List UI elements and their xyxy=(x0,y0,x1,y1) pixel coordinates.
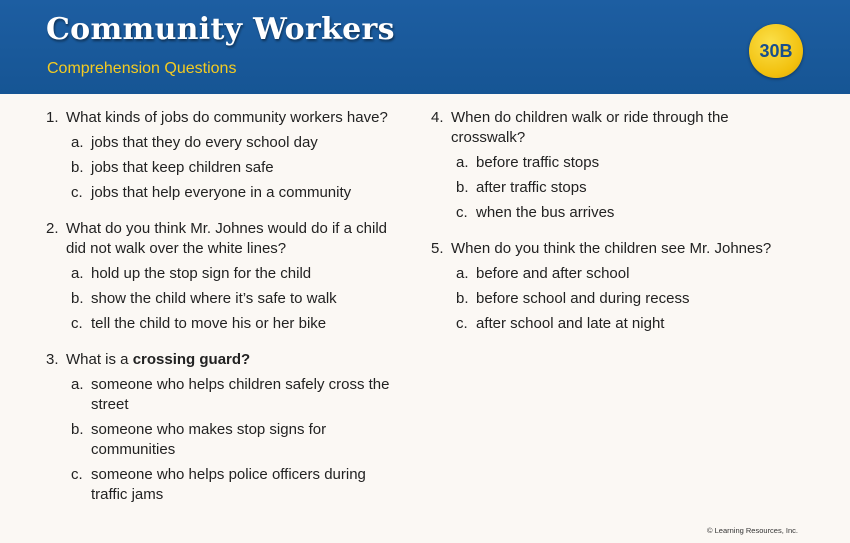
question-text: What do you think Mr. Johnes would do if a child did not walk over the white lines? xyxy=(66,220,388,257)
option-text: after traffic stops xyxy=(476,179,587,196)
option-letter: a. xyxy=(71,134,84,151)
option-letter: b. xyxy=(71,290,84,307)
answer-option xyxy=(456,153,801,173)
answer-option xyxy=(456,289,801,309)
answer-option xyxy=(456,203,801,223)
answer-option xyxy=(456,264,801,284)
option-letter: a. xyxy=(456,154,469,171)
option-text: someone who makes stop signs for communities xyxy=(91,421,327,458)
question-4 xyxy=(431,108,801,223)
answer-option xyxy=(71,420,406,460)
option-letter: b. xyxy=(456,179,469,196)
answer-option xyxy=(71,465,406,505)
answer-option xyxy=(456,178,801,198)
option-text: jobs that keep children safe xyxy=(91,159,274,176)
left-column xyxy=(46,108,406,521)
option-letter: c. xyxy=(71,466,83,483)
option-text: someone who helps children safely cross the street xyxy=(91,376,390,413)
option-text: jobs that they do every school day xyxy=(91,134,318,151)
card-number-badge xyxy=(749,24,803,78)
question-text: When do children walk or ride through the crosswalk? xyxy=(451,109,729,146)
question-number: 3. xyxy=(46,351,59,368)
answer-option xyxy=(71,264,406,284)
option-letter: c. xyxy=(71,184,83,201)
question-1 xyxy=(46,108,406,203)
option-text: before and after school xyxy=(476,265,630,282)
question-3 xyxy=(46,350,406,505)
badge-label: 30B xyxy=(759,40,793,61)
option-letter: c. xyxy=(71,315,83,332)
option-text: when the bus arrives xyxy=(476,204,615,221)
option-text: before school and during recess xyxy=(476,290,690,307)
card-subtitle: Comprehension Questions xyxy=(47,60,237,77)
answer-option xyxy=(71,158,406,178)
question-number: 5. xyxy=(431,240,444,257)
option-text: after school and late at night xyxy=(476,315,665,332)
option-text: tell the child to move his or her bike xyxy=(91,315,327,332)
answer-option xyxy=(71,289,406,309)
question-number: 2. xyxy=(46,220,59,237)
vocabulary-term: crossing guard? xyxy=(132,351,251,368)
copyright-notice: © Learning Resources, Inc. xyxy=(707,526,798,535)
question-number: 1. xyxy=(46,109,59,126)
option-letter: c. xyxy=(456,204,468,221)
question-5 xyxy=(431,239,801,334)
option-text: jobs that help everyone in a community xyxy=(91,184,352,201)
answer-option xyxy=(71,133,406,153)
question-text: When do you think the children see Mr. Johnes? xyxy=(451,240,772,257)
question-text xyxy=(66,350,406,370)
option-letter: a. xyxy=(71,376,84,393)
option-letter: a. xyxy=(456,265,469,282)
answer-option xyxy=(71,375,406,415)
option-letter: b. xyxy=(71,159,84,176)
option-letter: c. xyxy=(456,315,468,332)
option-text: show the child where it’s safe to walk xyxy=(91,290,337,307)
question-number: 4. xyxy=(431,109,444,126)
right-column xyxy=(431,108,801,350)
option-letter: a. xyxy=(71,265,84,282)
option-text: hold up the stop sign for the child xyxy=(91,265,312,282)
option-letter: b. xyxy=(456,290,469,307)
card-header xyxy=(0,0,850,94)
answer-option xyxy=(71,314,406,334)
question-2 xyxy=(46,219,406,334)
answer-option xyxy=(456,314,801,334)
question-text-prefix: What is a xyxy=(66,351,133,368)
option-text: someone who helps police officers during traffic jams xyxy=(91,466,366,503)
card-title: Community Workers xyxy=(46,12,395,47)
question-text: What kinds of jobs do community workers have? xyxy=(66,109,388,126)
option-letter: b. xyxy=(71,421,84,438)
answer-option xyxy=(71,183,406,203)
option-text: before traffic stops xyxy=(476,154,600,171)
